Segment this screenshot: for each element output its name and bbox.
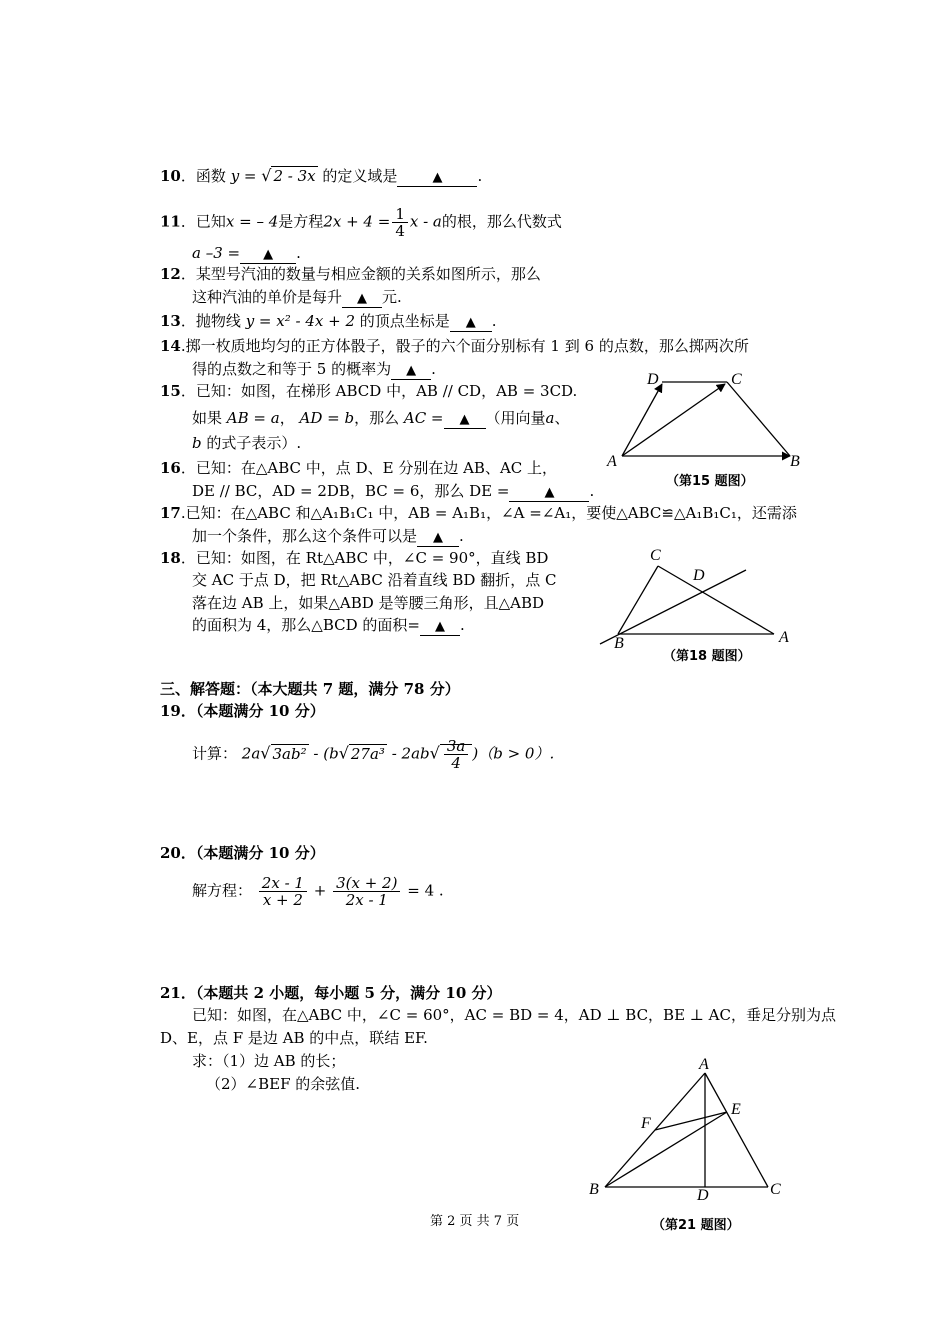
question-12: 12．某型号汽油的数量与相应金额的关系如图所示，那么 xyxy=(160,265,541,283)
question-21: 21．（本题共 2 小题，每小题 5 分，满分 10 分） xyxy=(160,984,502,1002)
answer-blank[interactable]: ▲ xyxy=(342,289,382,308)
question-21-line4 xyxy=(206,1074,360,1094)
formula: AC = xyxy=(403,409,444,427)
segment-be xyxy=(605,1112,727,1187)
question-text: 函数 xyxy=(195,167,226,185)
question-20: 20．（本题满分 10 分） xyxy=(160,844,325,862)
label-A: A xyxy=(779,629,789,646)
formula: AB = a xyxy=(226,409,280,427)
question-18: 18．已知：如图，在 Rt△ABC 中，∠C = 90°，直线 BD xyxy=(160,549,549,567)
formula: )（b > 0）. xyxy=(472,744,555,763)
question-number: 17 xyxy=(160,504,181,522)
formula: 2a xyxy=(241,744,261,763)
question-number: 15 xyxy=(160,382,181,400)
label-C: C xyxy=(731,371,742,388)
question-11-line2: a –3 = ▲ . xyxy=(192,244,301,262)
question-text: 抛物线 xyxy=(195,312,241,330)
figure-21-caption: （第21 题图） xyxy=(652,1218,740,1233)
question-text: （用向量 xyxy=(485,409,546,427)
section-heading: 三、解答题：（本大题共 7 题，满分 78 分） xyxy=(160,680,460,698)
formula: - 2ab xyxy=(391,744,430,763)
question-text: 交 AC 于点 D，把 Rt△ABC 沿着直线 BD 翻折，点 C xyxy=(192,571,557,589)
question-text: 求：（1）边 AB 的长； xyxy=(192,1052,346,1070)
fraction: $\frac{2x - 1}{x + 2}$ xyxy=(259,875,307,908)
question-number: 20 xyxy=(160,844,181,862)
formula: x - a xyxy=(409,212,442,231)
question-text: 的式子表示）. xyxy=(206,434,302,452)
formula: y = xyxy=(230,167,262,185)
label-C: C xyxy=(650,547,661,564)
question-number: 13 xyxy=(160,312,181,330)
label-D: D xyxy=(697,1187,709,1204)
formula: y = x² - 4x + 2 xyxy=(245,312,355,330)
answer-blank[interactable]: ▲ xyxy=(397,168,477,187)
question-text: 得的点数之和等于 5 的概率为 xyxy=(192,360,392,378)
question-text: 已知：如图，在 Rt△ABC 中，∠C = 90°，直线 BD xyxy=(195,549,549,567)
question-text: 已知：在△ABC 和△A₁B₁C₁ 中，AB = A₁B₁，∠A =∠A₁，要使△ABC≌△A₁B₁C₁，还需添 xyxy=(185,504,797,522)
page-footer: 第 2 页 共 7 页 xyxy=(430,1214,520,1229)
segment-ca xyxy=(658,566,774,634)
question-text: 的面积为 4，那么△BCD 的面积= xyxy=(192,616,420,634)
operator: + xyxy=(313,881,327,900)
label-B: B xyxy=(589,1181,599,1198)
question-text: 掷一枚质地均匀的正方体骰子，骰子的六个面分别标有 1 到 6 的点数，那么掷两次所 xyxy=(185,337,749,355)
radicand: 27a³ xyxy=(350,744,385,763)
formula: b xyxy=(192,434,202,452)
segment-fe xyxy=(655,1112,727,1130)
question-number: 10 xyxy=(160,167,181,185)
question-header: （本题共 2 小题，每小题 5 分，满分 10 分） xyxy=(195,984,502,1002)
label-A: A xyxy=(607,453,617,466)
label-B: B xyxy=(790,453,800,466)
figure-21 xyxy=(585,1050,785,1210)
question-14-line2: 得的点数之和等于 5 的概率为 ▲ . xyxy=(192,360,436,378)
question-text: D、E，点 F 是边 AB 的中点，联结 EF. xyxy=(160,1029,428,1047)
answer-blank[interactable]: ▲ xyxy=(391,361,431,380)
segment-cb xyxy=(727,382,790,456)
question-text: 某型号汽油的数量与相应金额的关系如图所示，那么 xyxy=(195,265,541,283)
label-D: D xyxy=(693,567,705,584)
question-18-line3 xyxy=(192,593,544,613)
formula: a –3 = xyxy=(192,244,241,262)
figure-18-caption: （第18 题图） xyxy=(663,649,751,664)
answer-blank[interactable]: ▲ xyxy=(450,313,492,332)
question-text: 已知：在△ABC 中，点 D、E 分别在边 AB、AC 上， xyxy=(195,459,558,477)
vector-ac xyxy=(622,384,725,456)
question-number: 12 xyxy=(160,265,181,283)
question-text: 落在边 AB 上，如果△ABD 是等腰三角形，且△ABD xyxy=(192,594,544,612)
question-14: 14.掷一枚质地均匀的正方体骰子，骰子的六个面分别标有 1 到 6 的点数，那么掷两次所 xyxy=(160,337,749,355)
question-18-line4: 的面积为 4，那么△BCD 的面积= ▲ . xyxy=(192,616,465,634)
formula: = 4 . xyxy=(407,881,444,900)
label-B: B xyxy=(614,635,624,650)
question-12-line2 xyxy=(192,287,402,308)
question-text: 的顶点坐标是 xyxy=(359,312,450,330)
question-18-line2 xyxy=(192,570,556,590)
radicand: 2 - 3x xyxy=(273,167,316,185)
question-20-expr xyxy=(192,875,444,908)
question-19: 19．（本题满分 10 分） xyxy=(160,702,325,720)
question-text: 的根，那么代数式 xyxy=(441,212,562,231)
question-number: 11 xyxy=(160,212,181,231)
question-text: 是方程 xyxy=(278,212,324,231)
question-number: 19 xyxy=(160,702,181,720)
label-F: F xyxy=(641,1115,651,1132)
question-text: 加一个条件，那么这个条件可以是 xyxy=(192,527,418,545)
question-16: 16．已知：在△ABC 中，点 D、E 分别在边 AB、AC 上， xyxy=(160,459,558,477)
question-21-line2 xyxy=(160,1028,428,1048)
formula: x = – 4 xyxy=(225,212,279,231)
formula: AD = b xyxy=(299,409,355,427)
question-text: 已知：如图，在梯形 ABCD 中，AB // CD，AB = 3CD. xyxy=(195,382,578,400)
formula: - (b xyxy=(313,744,339,763)
question-text: DE // BC，AD = 2DB，BC = 6，那么 DE = xyxy=(192,482,510,500)
label-E: E xyxy=(731,1101,741,1118)
question-text: 已知：如图，在△ABC 中，∠C = 60°，AC = BD = 4，AD ⊥ BC，BE ⊥ AC，垂足分别为点 xyxy=(192,1006,836,1024)
question-text: 解方程： xyxy=(192,881,253,900)
formula: a xyxy=(545,409,555,427)
answer-blank[interactable]: ▲ xyxy=(417,528,459,547)
question-21-line1 xyxy=(192,1005,836,1025)
segment-cb xyxy=(618,566,658,634)
question-number: 18 xyxy=(160,549,181,567)
figure-18 xyxy=(596,544,796,650)
label-A: A xyxy=(699,1056,709,1073)
question-17-line2: 加一个条件，那么这个条件可以是 ▲ . xyxy=(192,527,464,545)
question-text: 已知 xyxy=(195,212,226,231)
question-16-line2: DE // BC，AD = 2DB，BC = 6，那么 DE = ▲ . xyxy=(192,482,595,500)
question-19-expr: 计算： 2a√ 3ab² - (b√ 27a³ - 2ab√ $\frac{3a}{4}$ )（b > 0）. xyxy=(192,737,555,772)
question-header: （本题满分 10 分） xyxy=(195,702,325,720)
radicand: 3ab² xyxy=(272,744,307,763)
question-text: （2）∠BEF 的余弦值. xyxy=(206,1075,361,1093)
question-number: 14 xyxy=(160,337,181,355)
label-D: D xyxy=(647,371,659,388)
vector-ad xyxy=(622,384,662,456)
question-header: （本题满分 10 分） xyxy=(195,844,325,862)
question-15-line2: 如果 AB = a， AD = b，那么 AC = ▲ （用向量a、 xyxy=(192,409,570,427)
fraction: $\frac{1}{4}$ xyxy=(392,206,408,239)
question-text: 计算： xyxy=(192,744,238,763)
question-10: 10．函数 y = √ 2 - 3x 的定义域是 ▲ . xyxy=(160,166,483,185)
question-number: 21 xyxy=(160,984,181,1002)
answer-blank[interactable]: ▲ xyxy=(444,410,486,429)
answer-blank[interactable]: ▲ xyxy=(509,483,589,502)
question-number: 16 xyxy=(160,459,181,477)
radical-fraction: $\frac{3a}{4}$ xyxy=(440,744,473,763)
question-15-line3 xyxy=(192,433,301,453)
question-13: 13．抛物线 y = x² - 4x + 2 的顶点坐标是 ▲ . xyxy=(160,312,497,330)
answer-blank[interactable]: ▲ xyxy=(420,617,460,636)
question-text: 元. xyxy=(382,288,402,306)
answer-blank[interactable]: ▲ xyxy=(240,245,296,264)
fraction: $\frac{3(x + 2)}{2x - 1}$ xyxy=(333,875,400,908)
figure-15 xyxy=(600,366,810,466)
figure-15-caption: （第15 题图） xyxy=(666,474,754,489)
question-text: ，那么 xyxy=(354,409,400,427)
question-21-line3 xyxy=(192,1051,345,1071)
question-11: 11．已知x = – 4是方程2x + 4 = $\frac{1}{4}$ x - a的根，那么代数式 xyxy=(160,205,562,240)
question-15: 15．已知：如图，在梯形 ABCD 中，AB // CD，AB = 3CD. xyxy=(160,382,578,400)
segment-ac xyxy=(705,1073,768,1187)
label-C: C xyxy=(770,1181,781,1198)
formula: 2x + 4 = xyxy=(323,212,391,231)
question-text: 这种汽油的单价是每升 xyxy=(192,288,343,306)
question-text: 的定义域是 xyxy=(322,167,398,185)
question-text: 如果 xyxy=(192,409,223,427)
line-bd xyxy=(600,570,746,644)
question-17: 17.已知：在△ABC 和△A₁B₁C₁ 中，AB = A₁B₁，∠A =∠A₁，要使△ABC≌△A₁B₁C₁，还需添 xyxy=(160,504,797,522)
